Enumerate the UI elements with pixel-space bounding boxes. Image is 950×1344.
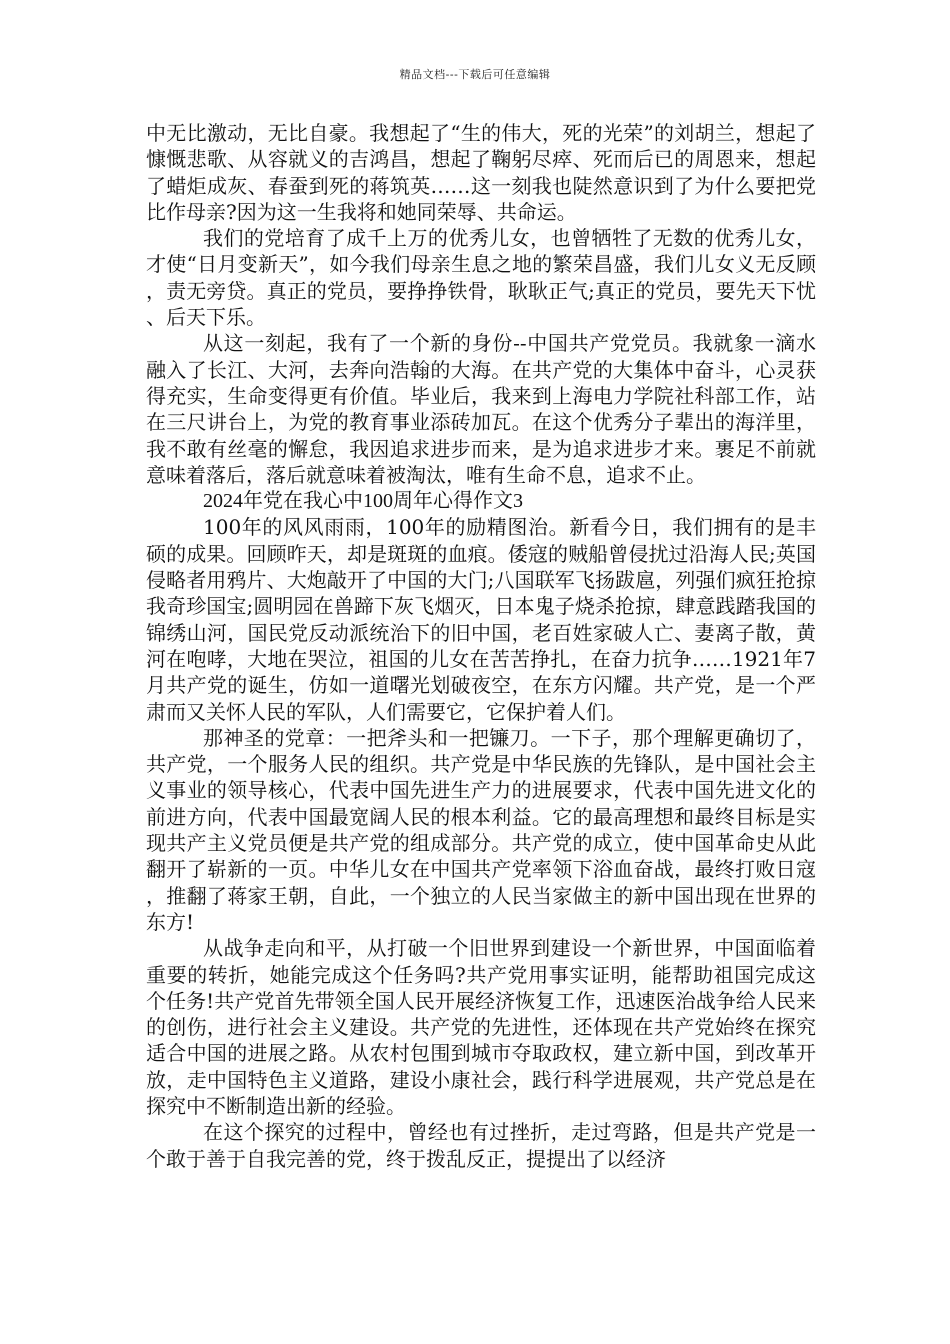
paragraph-1: 中无比激动，无比自豪。我想起了“生的伟大，死的光荣”的刘胡兰，想起了慷慨悲歌、从容就义的吉鸿昌，想起了鞠躬尽瘁、死而后已的周恩来，想起了蜡炬成灰、春蚕到死的蒋筑英……这一刻我也陡然意识到了为什么要把党比作母亲?因为这一生我将和她同荣辱、共命运。 — [146, 121, 816, 224]
paragraph-7: 在这个探究的过程中，曾经也有过挫折，走过弯路，但是共产党是一个敢于善于自我完善的党，终于拨乱反正，提提出了以经济 — [146, 1120, 816, 1171]
paragraph-2: 我们的党培育了成千上万的优秀儿女，也曾牺牲了无数的优秀儿女，才使“日月变新天”，如今我们母亲生息之地的繁荣昌盛，我们儿女义无反顾，责无旁贷。真正的党员，要挣挣铁骨，耿耿正气;真正的党员，要先天下忧、后天下乐。 — [146, 226, 816, 330]
paragraph-6: 从战争走向和平，从打破一个旧世界到建设一个新世界，中国面临着重要的转折，她能完成这个任务吗?共产党用事实证明，能帮助祖国完成这个任务!共产党首先带领全国人民开展经济恢复工作，迅速医治战争给人民来的创伤，进行社会主义建设。共产党的先进性，还体现在共产党始终在探究适合中国的进展之路。从农村包围到城市夺取政权，建立新中国，到改革开放，走中国特色主义道路，建设小康社会，践行科学进展观，共产党总是在探究中不断制造出新的经验。 — [146, 936, 816, 1118]
paragraph-5: 那神圣的党章：一把斧头和一把镰刀。一下子，那个理解更确切了，共产党，一个服务人民的组织。共产党是中华民族的先锋队，是中国社会主义事业的领导核心，代表中国先进生产力的进展要求，代表中国先进文化的前进方向，代表中国最宽阔人民的根本利益。它的最高理想和最终目标是实现共产主义党员便是共产党的组成部分。共产党的成立，使中国革命史从此翻开了崭新的一页。中华儿女在中国共产党率领下浴血奋战，最终打败日寇，推翻了蒋家王朝，自此，一个独立的人民当家做主的新中国出现在世界的东方! — [146, 725, 816, 934]
document-body — [146, 120, 816, 1172]
section-heading: 2024年党在我心中100周年心得作文3 — [203, 490, 523, 513]
paragraph-3: 从这一刻起，我有了一个新的身份--中国共产党党员。我就象一滴水融入了长江、大河，去奔向浩翰的大海。在共产党的大集体中奋斗，心灵获得充实，生命变得更有价值。毕业后，我来到上海电力学院社科部工作，站在三尺讲台上，为党的教育事业添砖加瓦。在这个优秀分子辈出的海洋里，我不敢有丝毫的懈怠，我因追求进步而来，是为追求进步才来。裹足不前就意味着落后，落后就意味着被淘汰，唯有生命不息，追求不止。 — [146, 331, 816, 487]
page-header: 精品文档---下载后可任意编辑 — [399, 68, 551, 81]
paragraph-4: 100年的风风雨雨，100年的励精图治。新看今日，我们拥有的是丰硕的成果。回顾昨天，却是斑斑的血痕。倭寇的贼船曾侵扰过沿海人民;英国侵略者用鸦片、大炮敲开了中国的大门;八国联军飞扬跋扈，列强们疯狂抢掠我奇珍国宝;圆明园在兽蹄下灰飞烟灭，日本鬼子烧杀抢掠，肆意践踏我国的锦绣山河，国民党反动派统治下的旧中国，老百姓家破人亡、妻离子散，黄河在咆哮，大地在哭泣，祖国的儿女在苦苦挣扎，在奋力抗争……1921年7月共产党的诞生，仿如一道曙光划破夜空，在东方闪耀。共产党，是一个严肃而又关怀人民的军队，人们需要它，它保护着人们。 — [146, 515, 816, 724]
